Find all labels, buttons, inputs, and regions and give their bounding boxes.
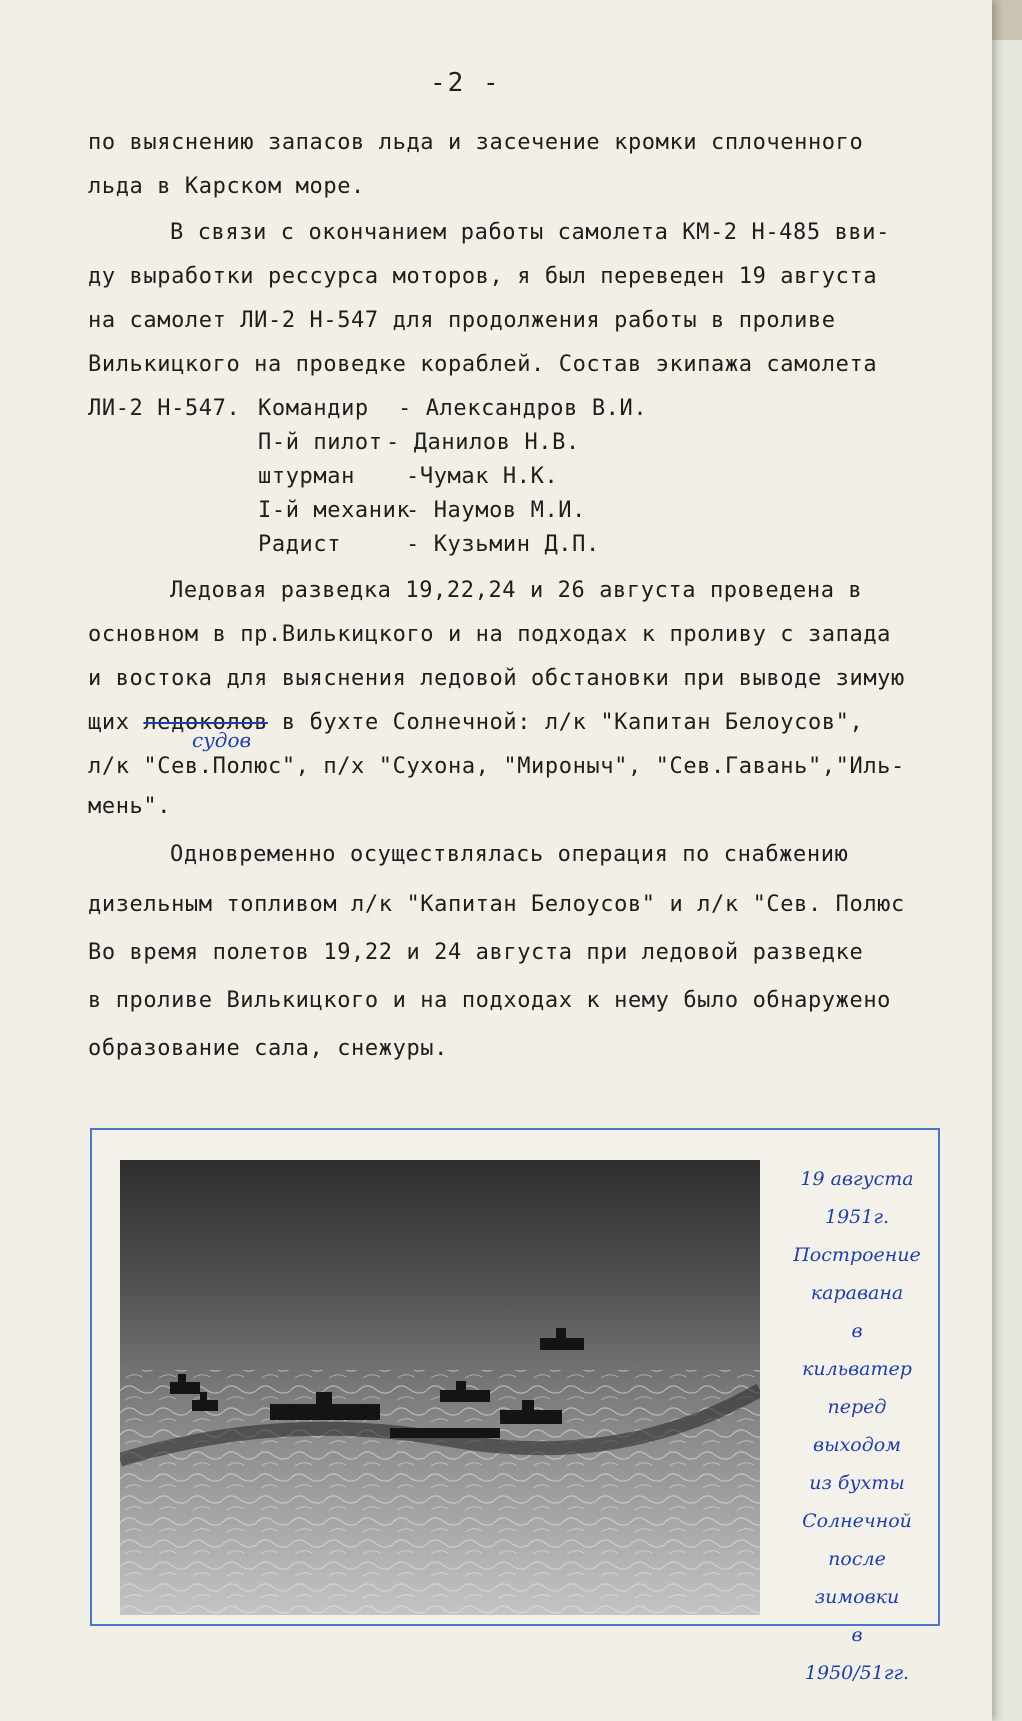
handwritten-caption (782, 1160, 932, 1692)
crew-name: - Данилов Н.В. (386, 430, 580, 455)
crew-name: - Александров В.И. (398, 396, 648, 421)
caption-line: перед (827, 1396, 887, 1418)
crew-role: Радист (258, 532, 342, 557)
caption-line: Солнечной (802, 1510, 912, 1532)
text-line: Одновременно осуществлялась операция по снабжению (170, 842, 849, 867)
text-line: Вилькицкого на проведке кораблей. Состав экипажа самолета (88, 352, 878, 377)
caption-line: Построение (793, 1244, 921, 1266)
photo-illustration (120, 1160, 760, 1615)
crew-name: - Наумов М.И. (406, 498, 586, 523)
crew-role: I-й механик (258, 498, 411, 523)
caption-line: 1951г. (825, 1206, 889, 1228)
text-line: в проливе Вилькицкого и на подходах к нему было обнаружено (88, 988, 892, 1013)
crew-role: штурман (258, 464, 355, 489)
crew-role: П-й пилот (258, 430, 383, 455)
text-line: ЛИ-2 Н-547. (88, 396, 241, 421)
text-line: основном в пр.Вилькицкого и на подходах к проливу с запада (88, 622, 892, 647)
crew-name: - Кузьмин Д.П. (406, 532, 600, 557)
convoy-photograph (120, 1160, 760, 1615)
text-line: Во время полетов 19,22 и 24 августа при ледовой разведке (88, 940, 864, 965)
text-line: по выяснению запасов льда и засечение кромки сплоченного (88, 130, 864, 155)
text-line: образование сала, снежуры. (88, 1036, 448, 1061)
caption-line: 1950/51гг. (804, 1662, 910, 1684)
caption-line: из бухты (809, 1472, 905, 1494)
text-line: л/к "Сев.Полюс", п/х "Сухона, "Мироныч", "Сев.Гавань","Иль- (88, 754, 905, 779)
caption-line: выходом (813, 1434, 901, 1456)
caption-line: 19 августа (800, 1168, 914, 1190)
text-line: льда в Карском море. (88, 174, 365, 199)
struck-word: ледоколов (143, 710, 269, 735)
handwritten-insertion: судов (192, 728, 252, 752)
crew-role: Командир (258, 396, 369, 421)
caption-line: каравана (810, 1282, 904, 1304)
caption-line: зимовки (814, 1586, 900, 1608)
text-line: В связи с окончанием работы самолета КМ-2 Н-485 вви- (170, 220, 890, 245)
caption-line: в (851, 1624, 863, 1646)
text-line: на самолет ЛИ-2 Н-547 для продолжения работы в проливе (88, 308, 836, 333)
crew-name: -Чумак Н.К. (406, 464, 559, 489)
text-line: дизельным топливом л/к "Капитан Белоусов" и л/к "Сев. Полюс (88, 892, 905, 917)
caption-line: кильватер (802, 1358, 912, 1380)
page-number: -2 - (430, 68, 501, 98)
text-fragment: в бухте Солнечной: л/к "Капитан Белоусов", (281, 710, 864, 735)
photo-frame (90, 1128, 940, 1684)
text-line: мень". (88, 794, 172, 819)
caption-line: после (828, 1548, 886, 1570)
text-line: Ледовая разведка 19,22,24 и 26 августа проведена в (170, 578, 863, 603)
text-line-with-correction (88, 710, 863, 735)
caption-line: в (851, 1320, 863, 1342)
text-line: и востока для выяснения ледовой обстановки при выводе зимую (88, 666, 905, 691)
text-fragment: щих (88, 710, 130, 735)
text-line: ду выработки рессурса моторов, я был переведен 19 августа (88, 264, 878, 289)
